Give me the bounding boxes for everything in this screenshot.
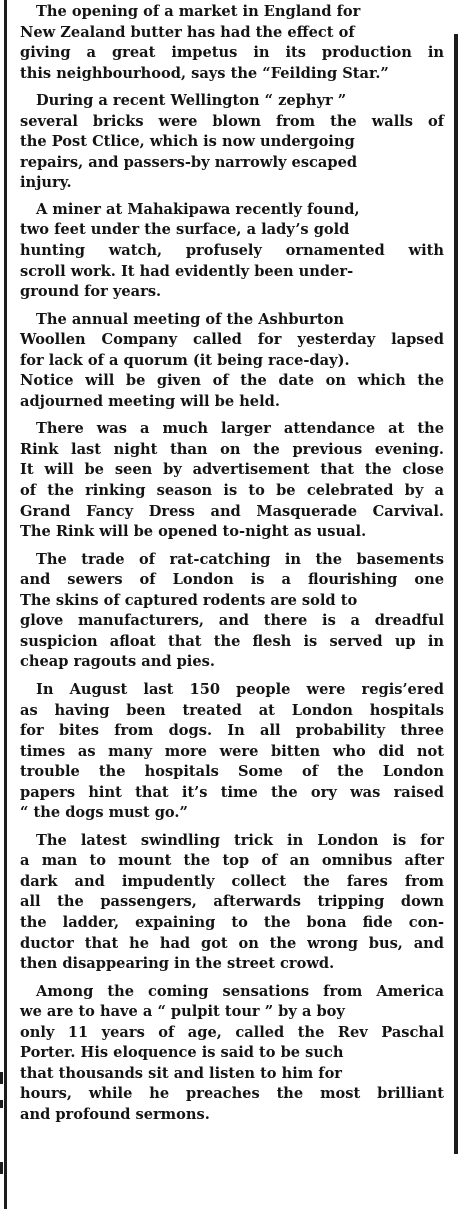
text-line: The Rink will be opened to-night as usual. xyxy=(20,523,367,541)
text-line: only 11 years of age, called the Rev Paschal xyxy=(20,1023,444,1041)
text-line: During a recent Wellington “ zephyr ” xyxy=(36,92,347,110)
text-line: “ the dogs must go.” xyxy=(20,804,188,822)
text-line: two feet under the surface, a lady’s gold xyxy=(20,221,350,239)
text-line: ductor that he had got on the wrong bus, and xyxy=(20,934,444,952)
text-line: papers hint that it’s time the ory was raised xyxy=(20,783,444,801)
text-line: repairs, and passers-by narrowly escaped xyxy=(20,153,358,171)
text-line: trouble the hospitals Some of the London xyxy=(20,763,444,781)
text-line: times as many more were bitten who did not xyxy=(20,742,444,760)
text-line: that thousands sit and listen to him for xyxy=(20,1064,342,1082)
text-line: then disappearing in the street crowd. xyxy=(20,955,335,973)
text-line: for lack of a quorum (it being race-day). xyxy=(20,351,350,369)
text-line: Porter. His eloquence is said to be such xyxy=(20,1044,344,1062)
text-line: hunting watch, profusely ornamented with xyxy=(20,242,444,260)
text-line: Notice will be given of the date on which the xyxy=(20,372,444,390)
text-line: dark and impudently collect the fares from xyxy=(20,872,444,890)
margin-mark xyxy=(0,1100,3,1108)
paragraph-dog-bites xyxy=(20,680,444,824)
text-line: Rink last night than on the previous evening. xyxy=(20,440,444,458)
text-line: the Post Ctlice, which is now undergoing xyxy=(20,133,355,151)
text-line: It will be seen by advertisement that the close xyxy=(20,461,444,479)
text-line: the ladder, expaining to the bona fide con- xyxy=(20,913,444,931)
text-line: several bricks were blown from the walls of xyxy=(20,112,444,130)
text-line: all the passengers, afterwards tripping down xyxy=(20,893,444,911)
text-line: Woollen Company called for yesterday lapsed xyxy=(20,331,444,349)
text-line: New Zealand butter has had the effect of xyxy=(20,23,355,41)
text-line: as having been treated at London hospitals xyxy=(20,701,444,719)
text-line: The opening of a market in England for xyxy=(36,3,361,20)
text-line: hours, while he preaches the most brilliant xyxy=(20,1085,444,1103)
text-line: injury. xyxy=(20,174,72,192)
text-line: and sewers of London is a flourishing one xyxy=(20,571,444,589)
margin-mark xyxy=(0,1162,3,1174)
text-line: Among the coming sensations from America xyxy=(36,982,444,1000)
text-line: giving a great impetus in its production in xyxy=(20,44,444,62)
paragraph-woollen-company xyxy=(20,310,444,413)
paragraph-butter-market xyxy=(20,2,444,84)
text-line: scroll work. It had evidently been under- xyxy=(20,262,354,280)
text-line: In August last 150 people were regis’ered xyxy=(36,680,444,698)
paragraph-rink xyxy=(20,419,444,542)
text-line: of the rinking season is to be celebrated by a xyxy=(20,482,444,500)
text-line: The latest swindling trick in London is for xyxy=(36,831,444,849)
paragraph-omnibus-swindle xyxy=(20,831,444,975)
news-column xyxy=(20,2,444,1125)
text-line: The skins of captured rodents are sold to xyxy=(20,591,358,609)
text-line: A miner at Mahakipawa recently found, xyxy=(36,200,360,218)
text-line: Grand Fancy Dress and Masquerade Carvival. xyxy=(20,502,444,520)
paragraph-gold-watch xyxy=(20,200,444,303)
text-line: ground for years. xyxy=(20,283,162,301)
text-line: glove manufacturers, and there is a dreadful xyxy=(20,612,444,630)
column-rule-right xyxy=(454,34,458,1154)
text-line: cheap ragouts and pies. xyxy=(20,653,215,671)
margin-mark xyxy=(0,1072,3,1084)
text-line: There was a much larger attendance at the xyxy=(36,420,444,438)
text-line: for bites from dogs. In all probability three xyxy=(20,722,444,740)
text-line: The trade of rat-catching in the basements xyxy=(36,550,444,568)
text-line: this neighbourhood, says the “Feilding Star.” xyxy=(20,64,389,82)
paragraph-rat-catching xyxy=(20,550,444,673)
text-line: suspicion afloat that the flesh is served up in xyxy=(20,632,444,650)
text-line: adjourned meeting will be held. xyxy=(20,392,280,410)
column-rule-left xyxy=(4,0,7,1209)
paragraph-wellington-zephyr xyxy=(20,91,444,194)
text-line: and profound sermons. xyxy=(20,1105,210,1123)
paragraph-pulpit-tour xyxy=(20,982,444,1126)
text-line: we are to have a “ pulpit tour ” by a boy xyxy=(20,1003,345,1021)
text-line: a man to mount the top of an omnibus after xyxy=(20,852,444,870)
text-line: The annual meeting of the Ashburton xyxy=(36,310,344,328)
